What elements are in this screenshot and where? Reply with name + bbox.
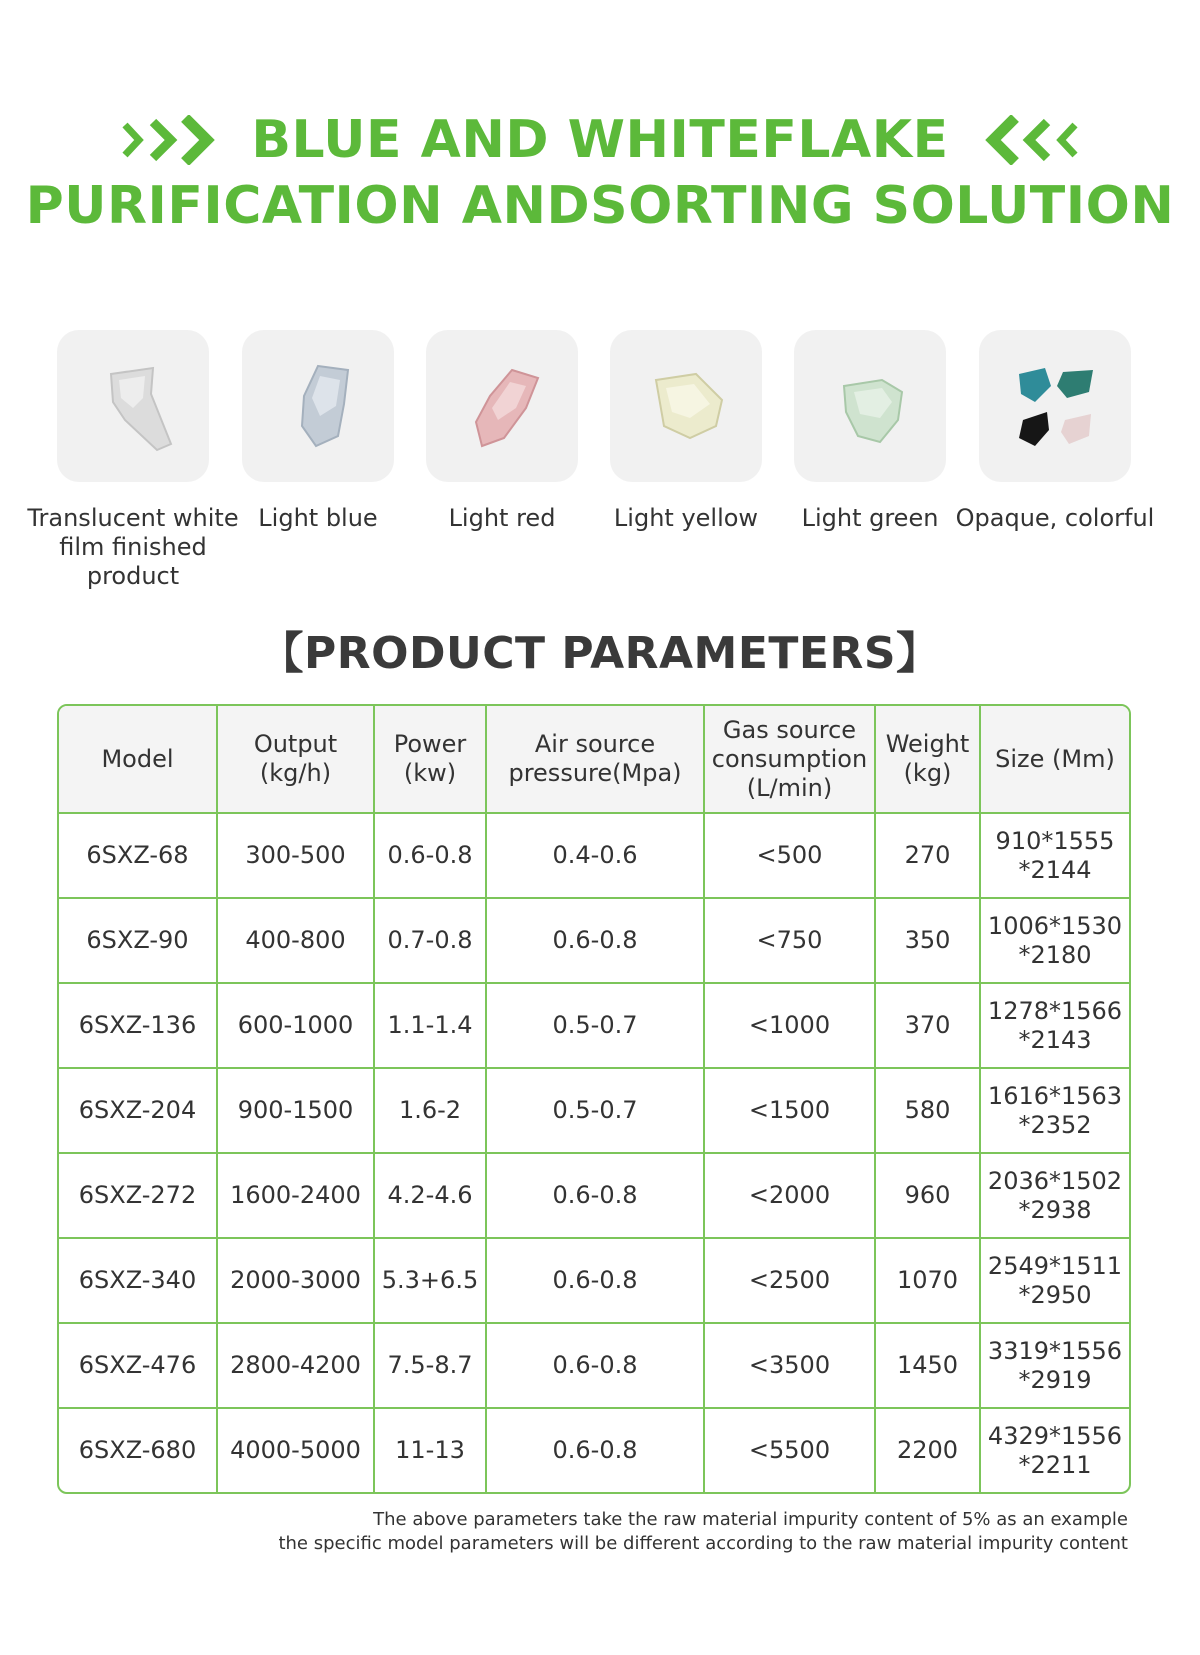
- footnote-line-2: the specific model parameters will be different according to the raw material impurity content: [278, 1533, 1128, 1554]
- cell-air-pressure: 0.6-0.8: [486, 898, 704, 983]
- cell-gas-consumption: <1000: [704, 983, 875, 1068]
- sample-tile: [979, 330, 1131, 482]
- header-weight: Weight (kg): [875, 706, 980, 813]
- parameters-table: [59, 706, 1129, 1492]
- light-green-flake-icon: [810, 346, 930, 466]
- sample-tile: [426, 330, 578, 482]
- header-size: Size (Mm): [980, 706, 1129, 813]
- cell-air-pressure: 0.6-0.8: [486, 1408, 704, 1492]
- sample-label: Light blue: [258, 504, 378, 532]
- cell-weight: 2200: [875, 1408, 980, 1492]
- cell-output: 4000-5000: [217, 1408, 374, 1492]
- cell-output: 900-1500: [217, 1068, 374, 1153]
- cell-model: 6SXZ-476: [59, 1323, 217, 1408]
- cell-air-pressure: 0.5-0.7: [486, 1068, 704, 1153]
- cell-weight: 350: [875, 898, 980, 983]
- cell-weight: 1070: [875, 1238, 980, 1323]
- cell-gas-consumption: <5500: [704, 1408, 875, 1492]
- cell-size: 3319*1556 *2919: [980, 1323, 1129, 1408]
- cell-power: 1.1-1.4: [374, 983, 486, 1068]
- cell-power: 0.7-0.8: [374, 898, 486, 983]
- headline-text-1: BLUE AND WHITEFLAKE: [251, 110, 949, 170]
- cell-weight: 580: [875, 1068, 980, 1153]
- table-row: [59, 898, 1129, 983]
- table-header-row: [59, 706, 1129, 813]
- sample-tile: [57, 330, 209, 482]
- cell-air-pressure: 0.6-0.8: [486, 1238, 704, 1323]
- sample-label: Light yellow: [613, 504, 759, 532]
- cell-output: 400-800: [217, 898, 374, 983]
- table-row: [59, 983, 1129, 1068]
- header-model: Model: [59, 706, 217, 813]
- cell-gas-consumption: <1500: [704, 1068, 875, 1153]
- footnote: [200, 1508, 1128, 1556]
- cell-weight: 960: [875, 1153, 980, 1238]
- cell-output: 300-500: [217, 813, 374, 898]
- header-gas-source-consumption: Gas source consumption (L/min): [704, 706, 875, 813]
- cell-air-pressure: 0.5-0.7: [486, 983, 704, 1068]
- headline: [0, 108, 1200, 238]
- sample-label: Translucent white film finished product: [27, 504, 239, 590]
- sample-label: Opaque, colorful: [955, 504, 1155, 532]
- parameters-table-container: [57, 704, 1131, 1494]
- cell-gas-consumption: <3500: [704, 1323, 875, 1408]
- cell-output: 1600-2400: [217, 1153, 374, 1238]
- table-row: [59, 1238, 1129, 1323]
- headline-line-1: [0, 108, 1200, 172]
- cell-power: 4.2-4.6: [374, 1153, 486, 1238]
- cell-size: 2549*1511 *2950: [980, 1238, 1129, 1323]
- cell-model: 6SXZ-680: [59, 1408, 217, 1492]
- cell-size: 1616*1563 *2352: [980, 1068, 1129, 1153]
- translucent-white-flake-icon: [73, 346, 193, 466]
- cell-power: 7.5-8.7: [374, 1323, 486, 1408]
- cell-size: 4329*1556 *2211: [980, 1408, 1129, 1492]
- opaque-colorful-flakes-icon: [995, 346, 1115, 466]
- chevrons-right-icon: [119, 115, 229, 165]
- cell-size: 2036*1502 *2938: [980, 1153, 1129, 1238]
- cell-size: 1006*1530 *2180: [980, 898, 1129, 983]
- cell-output: 2000-3000: [217, 1238, 374, 1323]
- footnote-line-1: The above parameters take the raw material impurity content of 5% as an example: [373, 1509, 1128, 1530]
- cell-model: 6SXZ-272: [59, 1153, 217, 1238]
- cell-power: 11-13: [374, 1408, 486, 1492]
- cell-gas-consumption: <2000: [704, 1153, 875, 1238]
- header-air-source-pressure: Air source pressure(Mpa): [486, 706, 704, 813]
- cell-model: 6SXZ-340: [59, 1238, 217, 1323]
- sample-tile: [242, 330, 394, 482]
- sample-label: Light red: [448, 504, 556, 532]
- sample-gallery: [0, 330, 1200, 590]
- cell-model: 6SXZ-204: [59, 1068, 217, 1153]
- header-power: Power (kw): [374, 706, 486, 813]
- table-row: [59, 1153, 1129, 1238]
- light-yellow-flake-icon: [626, 346, 746, 466]
- sample-tile: [610, 330, 762, 482]
- light-red-flake-icon: [442, 346, 562, 466]
- cell-weight: 370: [875, 983, 980, 1068]
- sample-tile: [794, 330, 946, 482]
- section-title: 【PRODUCT PARAMETERS】: [259, 628, 941, 679]
- cell-weight: 270: [875, 813, 980, 898]
- cell-air-pressure: 0.6-0.8: [486, 1153, 704, 1238]
- cell-gas-consumption: <2500: [704, 1238, 875, 1323]
- table-row: [59, 813, 1129, 898]
- header-output: Output (kg/h): [217, 706, 374, 813]
- cell-output: 600-1000: [217, 983, 374, 1068]
- cell-model: 6SXZ-136: [59, 983, 217, 1068]
- cell-size: 910*1555 *2144: [980, 813, 1129, 898]
- light-blue-flake-icon: [258, 346, 378, 466]
- cell-model: 6SXZ-68: [59, 813, 217, 898]
- cell-power: 0.6-0.8: [374, 813, 486, 898]
- cell-gas-consumption: <750: [704, 898, 875, 983]
- cell-weight: 1450: [875, 1323, 980, 1408]
- cell-size: 1278*1566 *2143: [980, 983, 1129, 1068]
- cell-model: 6SXZ-90: [59, 898, 217, 983]
- table-row: [59, 1323, 1129, 1408]
- table-row: [59, 1408, 1129, 1492]
- headline-line-2: PURIFICATION ANDSORTING SOLUTION: [25, 176, 1175, 236]
- cell-gas-consumption: <500: [704, 813, 875, 898]
- cell-output: 2800-4200: [217, 1323, 374, 1408]
- sample-item-opaque-colorful: [940, 330, 1170, 533]
- cell-air-pressure: 0.4-0.6: [486, 813, 704, 898]
- table-row: [59, 1068, 1129, 1153]
- cell-power: 5.3+6.5: [374, 1238, 486, 1323]
- cell-air-pressure: 0.6-0.8: [486, 1323, 704, 1408]
- cell-power: 1.6-2: [374, 1068, 486, 1153]
- chevrons-left-icon: [971, 115, 1081, 165]
- sample-label: Light green: [801, 504, 939, 532]
